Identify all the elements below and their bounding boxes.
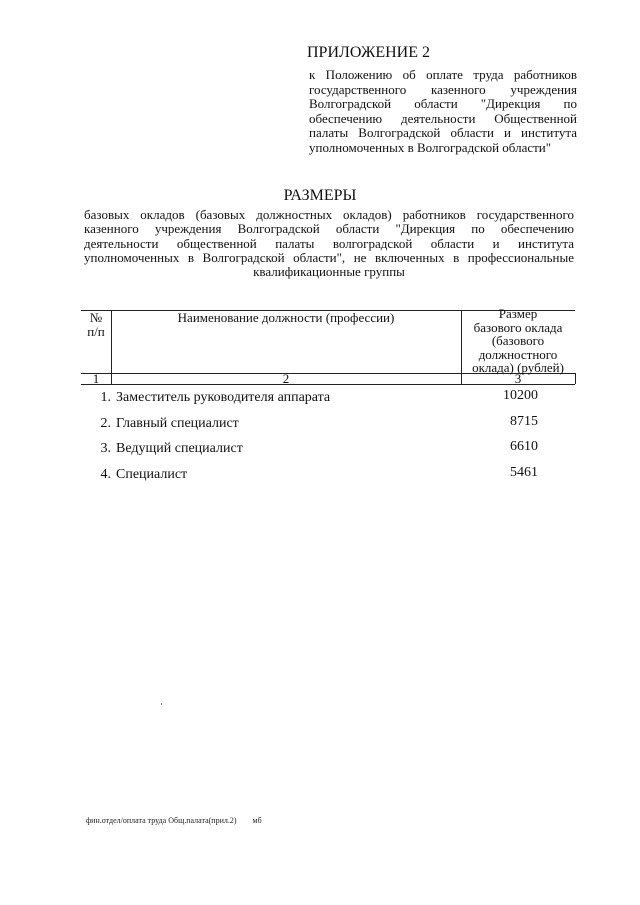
- row-position: Ведущий специалист: [116, 441, 243, 457]
- subtitle-line: квалификационные группы: [253, 264, 405, 280]
- footer-note: [86, 816, 262, 825]
- row-position: Главный специалист: [116, 415, 239, 431]
- header-number-sign: №: [89, 310, 103, 325]
- row-position: Специалист: [116, 467, 188, 483]
- header-position-name: Наименование должности (профессии): [177, 310, 395, 325]
- row-position: Заместитель руководителя аппарата: [116, 390, 331, 405]
- header-number: [81, 311, 111, 338]
- column-number: 2: [282, 371, 290, 386]
- document-subtitle: [84, 208, 574, 279]
- subtitle-line: казенного учреждения Волгоградской области "Дирекция по обеспечению: [84, 221, 574, 237]
- appendix-reference-line: Волгоградской области "Дирекция по: [309, 96, 577, 112]
- row-salary: 8715: [510, 413, 538, 429]
- subtitle-line: уполномоченных в Волгоградской области", не включенных в профессиональные: [84, 249, 574, 265]
- row-index: 2.: [100, 415, 111, 431]
- table-row: [81, 467, 575, 493]
- table-row: [81, 441, 575, 467]
- column-number: 1: [92, 371, 100, 386]
- row-index: 3.: [100, 441, 111, 457]
- salary-table-header: [81, 306, 575, 386]
- appendix-reference-line: палаты Волгоградской области и института: [309, 125, 577, 141]
- salary-table-body: [81, 390, 575, 493]
- subtitle-line: деятельности общественной палаты волгоградской области и института: [84, 235, 574, 251]
- row-salary: 10200: [503, 388, 538, 403]
- row-index: 1.: [100, 390, 111, 405]
- header-salary: [461, 307, 575, 375]
- appendix-reference-line: к Положению об оплате труда работников: [309, 67, 577, 82]
- appendix-reference: [309, 68, 577, 156]
- table-column-divider: [575, 373, 576, 384]
- subtitle-line: базовых окладов (базовых должностных окладов) работников государственного: [84, 207, 574, 222]
- header-salary-line: (базового: [491, 333, 545, 348]
- header-salary-line: Размер: [498, 306, 538, 321]
- header-salary-line: должностного: [478, 346, 558, 362]
- header-salary-line: базового оклада: [473, 319, 563, 335]
- scan-speck: [161, 703, 162, 705]
- appendix-reference-line: государственного казенного учреждения: [309, 81, 577, 97]
- appendix-title: ПРИЛОЖЕНИЕ 2: [307, 44, 431, 61]
- row-index: 4.: [100, 467, 111, 483]
- table-row: [81, 390, 575, 416]
- column-number: 3: [514, 371, 522, 386]
- header-number-abbr: п/п: [87, 323, 105, 339]
- footer-initials: мб: [252, 816, 262, 825]
- table-row: [81, 413, 575, 442]
- appendix-reference-line: обеспечению деятельности Общественной: [309, 110, 577, 126]
- header-salary-line: оклада) (рублей): [472, 360, 564, 375]
- document-title: РАЗМЕРЫ: [283, 187, 357, 204]
- row-salary: 6610: [510, 439, 538, 455]
- appendix-reference-line: уполномоченных в Волгоградской области": [309, 139, 552, 155]
- row-salary: 5461: [510, 465, 538, 481]
- footer-path: фин.отдел/оплата труда Общ.палата(прил.2): [86, 816, 237, 825]
